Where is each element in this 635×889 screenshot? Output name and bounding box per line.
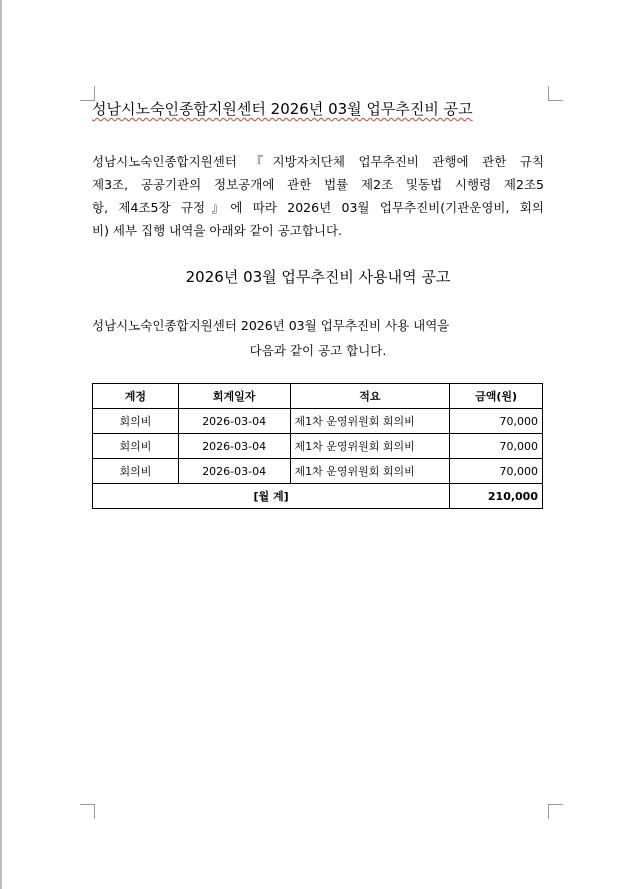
cell-amount: 70,000 (450, 459, 543, 484)
total-label: [월 계] (93, 484, 450, 509)
margin-corner-top-right (548, 86, 563, 101)
cell-date: 2026-03-04 (178, 459, 290, 484)
margin-corner-bottom-right (548, 804, 563, 819)
total-amount: 210,000 (450, 484, 543, 509)
cell-account: 회의비 (93, 434, 179, 459)
intro-line: 항, 제4조5장 규정』에 따라 2026년 03월 업무추진비(기관운영비, 회의 (92, 200, 544, 215)
intro-paragraph (92, 150, 544, 242)
cell-date: 2026-03-04 (178, 434, 290, 459)
cell-description: 제1차 운영위원회 회의비 (290, 409, 450, 434)
cell-account: 회의비 (93, 459, 179, 484)
header-amount: 금액(원) (450, 384, 543, 409)
cell-amount: 70,000 (450, 409, 543, 434)
document-title: 성남시노숙인종합지원센터 2026년 03월 업무추진비 공고 (92, 100, 473, 118)
cell-description: 제1차 운영위원회 회의비 (290, 459, 450, 484)
intro-line: 비) 세부 집행 내역을 아래와 같이 공고합니다. (92, 223, 343, 238)
page-left-edge (0, 0, 2, 889)
header-account: 계정 (93, 384, 179, 409)
cell-date: 2026-03-04 (178, 409, 290, 434)
header-description: 적요 (290, 384, 450, 409)
table-row (93, 409, 543, 434)
expense-table (92, 383, 543, 509)
summary-line-2: 다음과 같이 공고 합니다. (249, 343, 387, 358)
intro-line: 제3조, 공공기관의 정보공개에 관한 법률 제2조 및동법 시행령 제2조5 (92, 177, 544, 192)
section-subtitle: 2026년 03월 업무추진비 사용내역 공고 (185, 268, 451, 286)
margin-corner-bottom-left (80, 804, 95, 819)
cell-amount: 70,000 (450, 434, 543, 459)
cell-account: 회의비 (93, 409, 179, 434)
header-date: 회계일자 (178, 384, 290, 409)
table-header-row (93, 384, 543, 409)
cell-description: 제1차 운영위원회 회의비 (290, 434, 450, 459)
table-row (93, 434, 543, 459)
summary-line-1: 성남시노숙인종합지원센터 2026년 03월 업무추진비 사용 내역을 (92, 318, 450, 333)
table-row (93, 459, 543, 484)
intro-line: 성남시노숙인종합지원센터 『지방자치단체 업무추진비 관행에 관한 규칙 (92, 154, 544, 169)
table-total-row (93, 484, 543, 509)
